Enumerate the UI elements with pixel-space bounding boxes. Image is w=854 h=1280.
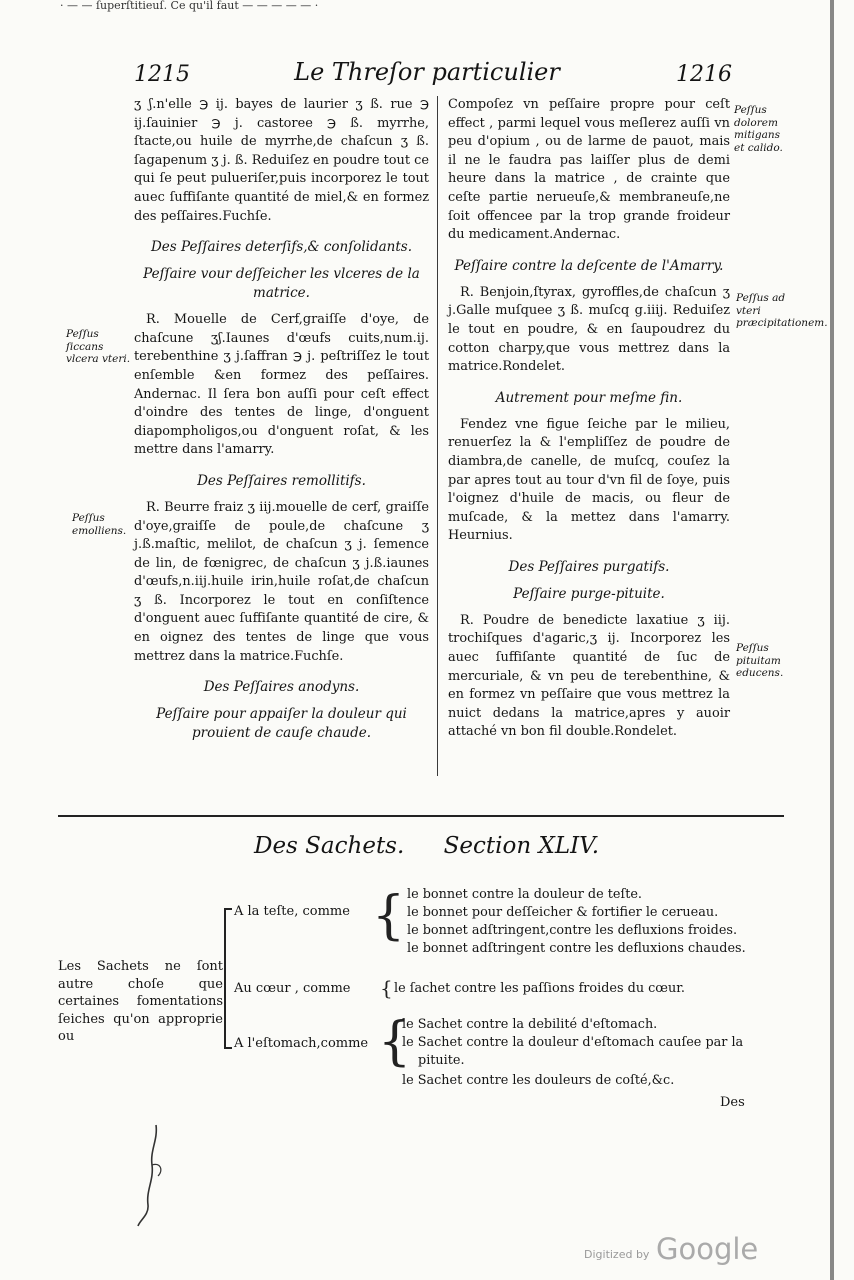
margin-note: Peſſus dolorem mitigans et calido. [734, 104, 783, 154]
leaf-item: le Sachet contre la douleur d'eſtomach cauſee par la [402, 1035, 744, 1050]
bracket-tick [224, 908, 232, 910]
branch-label-heart: Au cœur , comme [234, 981, 351, 996]
section-subheading: Des Peſſaires remollitifs. [197, 472, 366, 489]
body-paragraph: Fendez vne figue ſeiche par le milieu, renuerſez la & l'empliſſez de poudre de diambra,de canelle, de muſcq, couſez la par apres tout au tour d'vn fil de ſoye, puis l'oignez d'huile de macis, ou fleur de muſcade, & la mettez dans l'amarry. Heurnius. [448, 416, 730, 544]
leaf-item: le Sachet contre la debilité d'eſtomach. [402, 1017, 658, 1032]
margin-note: Peſſus emolliens. [72, 512, 127, 537]
leaf-item: le bonnet adſtringent,contre les defluxions froides. [407, 923, 738, 938]
margin-note: Peſſus pituitam educens. [736, 642, 784, 679]
recipe-title: Peſſaire purge-pituite. [513, 585, 665, 602]
leaf-item: le Sachet contre les douleurs de coſté,&c. [402, 1073, 675, 1088]
tree-main-bracket [224, 908, 226, 1048]
body-paragraph: ʒ ʃ.n'elle ℈ ij. bayes de laurier ʒ ß. rue ℈ ij.ſauinier ℈ j. castoree ℈ ß. myrrhe, ſtacte,ou huile de myrrhe,de chaſcun ʒ ß. ſagapenum ʒ j. ß. Reduiſez en poudre tout ce qui ſe peut pulueriſer,puis incorporez le tout auec ſuffiſante quantité de miel,& en formez des peſſaires.Fuchſe. [134, 97, 429, 224]
google-logo: Google [656, 1232, 759, 1266]
left-page-number: 1215 [134, 62, 190, 87]
bracket-tick [224, 1047, 232, 1049]
section-rule [58, 815, 784, 817]
top-page-fragment: · — — ſuperſtitieuſ. Ce qu'il faut — — — — — · [60, 0, 319, 12]
leaf-item: le bonnet pour deſſeicher & fortifier le cerueau. [407, 905, 719, 920]
section-number: Section XLIV. [443, 833, 600, 859]
recipe-title: Peſſaire vour deſſeicher les vlceres de la matrice. [143, 266, 420, 302]
body-paragraph: R. Poudre de benedicte laxatiue ʒ iij. trochiſques d'agaric,ʒ ij. Incorporez les auec ſuffiſante quantité de ſuc de mercuriale, & vn peu de terebenthine, & en formez vn peſſaire que vous mettrez la nuict dedans la matrice,apres y auoir attaché vn bon fil double.Rondelet. [448, 612, 730, 740]
branch-label-stomach: A l'eſtomach,comme [234, 1036, 369, 1051]
leaf-item: le bonnet adſtringent contre les defluxions chaudes. [407, 941, 746, 956]
section-subheading: Des Peſſaires anodyns. [203, 679, 360, 696]
catchword: Des [720, 1095, 745, 1110]
section-subheading: Des Peſſaires deterſifs,& conſolidants. [150, 239, 413, 256]
body-paragraph: R. Beurre fraiz ʒ iij.mouelle de cerf, graiſſe d'oye,graiſſe de poule,de chaſcune ʒ j.ß.maſtic, melilot, de chaſcun ʒ j. ſemence de lin, de fœnigrec, de chaſcun ʒ j.ß.iaunes d'œufs,n.iij.huile irin,huile roſat,de chaſcun ʒ ß. Incorporez le tout en conſiſtence d'onguent auec ſuffiſante quantité de cire, & en oignez des tentes de linge que vous mettrez dans la matrice.Fuchſe. [134, 499, 429, 664]
margin-note: Peſſus ſiccans vlcera vteri. [66, 328, 131, 365]
margin-note: Peſſus ad vteri præcipitationem. [736, 292, 828, 329]
right-page-number: 1216 [676, 62, 732, 87]
watermark-prefix: Digitized by [584, 1248, 650, 1261]
section-title: Des Sachets. [254, 833, 405, 859]
leaf-item: pituite. [418, 1053, 465, 1068]
body-paragraph: R. Mouelle de Cerf,graiſſe d'oye, de chaſcune ʒʃ.Iaunes d'œufs cuits,num.ij. terebenthine ʒ j.ſaffran ℈ j. peſtriſſez le tout enſemble &en formez des peſſaires. Andernac. Il ſera bon auſſi pour ceſt effect d'oindre des tentes de linge, d'onguent diapompholigos,ou d'onguent roſat, & les mettre dans l'amarry. [134, 312, 429, 458]
tree-root-text: Les Sachets ne ſont autre choſe que certaines fomentations ſeiches qu'on approprie ou [58, 959, 223, 1044]
running-title: Le Threſor particulier [294, 58, 560, 86]
column-divider [437, 96, 438, 776]
body-paragraph: R. Benjoin,ſtyrax, gyroffles,de chaſcun ʒ j.Galle muſquee ʒ ß. muſcq g.iiij. Reduiſez le tout en poudre, & en ſaupoudrez du cotton charpy,que vous mettrez dans la matrice.Rondelet. [448, 284, 730, 375]
body-paragraph: Compoſez vn peſſaire propre pour ceſt effect , parmi lequel vous meſlerez auſſi vn peu d'opium , ou de larme de pauot, mais il ne le faudra pas laiſſer plus de demi heure dans la matrice , de crainte que ceſte partie nerueuſe,& membraneuſe,ne ſoit offencee par la trop grande froideur du medicament.Andernac. [448, 97, 730, 243]
branch-label-head: A la teſte, comme [234, 904, 350, 919]
digitized-watermark [584, 1232, 774, 1268]
section-heading [254, 833, 674, 859]
leaf-item: le ſachet contre les paſſions froides du cœur. [394, 981, 685, 996]
brace: { [380, 976, 393, 1000]
page-edge-shadow [830, 0, 834, 1280]
section-subheading: Des Peſſaires purgatifs. [508, 558, 670, 575]
brace: { [372, 886, 406, 946]
recipe-title: Peſſaire pour appaiſer la douleur qui prouient de cauſe chaude. [156, 706, 407, 742]
ink-scribble [136, 1120, 176, 1230]
section-subheading: Peſſaire contre la deſcente de l'Amarry. [454, 257, 724, 274]
right-text-column [448, 96, 730, 742]
section-subheading: Autrement pour meſme fin. [495, 389, 683, 406]
left-text-column [134, 96, 429, 751]
leaf-item: le bonnet contre la douleur de teſte. [407, 887, 642, 902]
brace: { [378, 1012, 412, 1072]
